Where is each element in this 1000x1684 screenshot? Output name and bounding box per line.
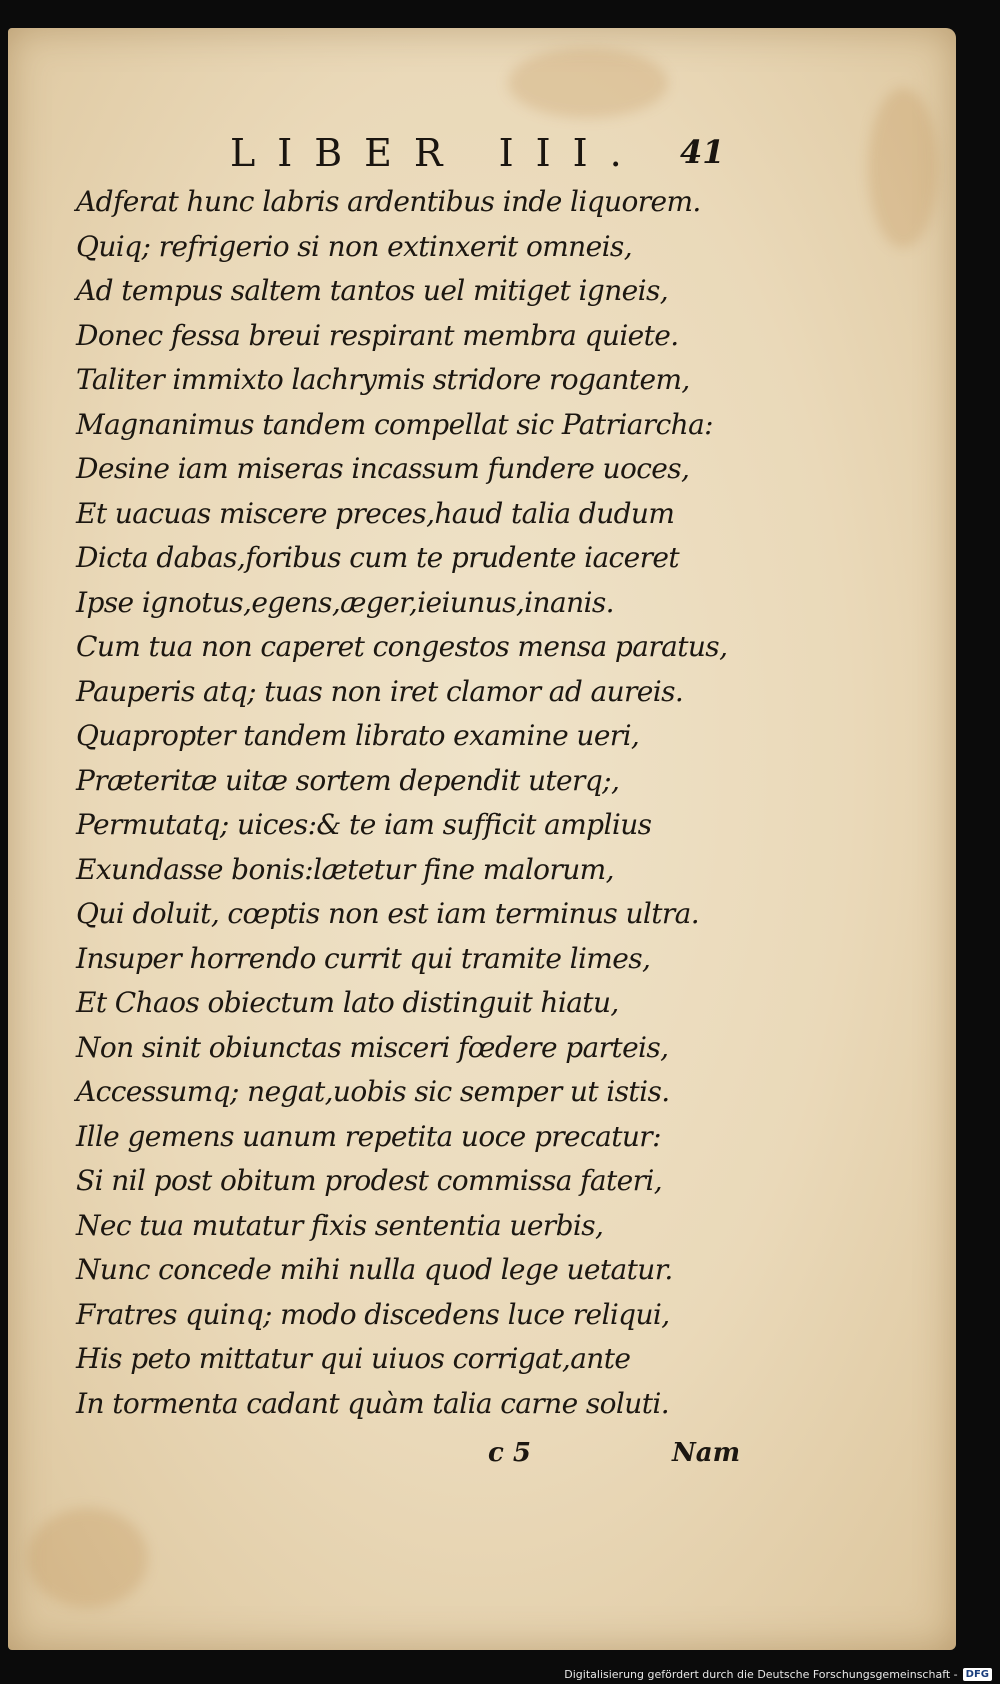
verse-line: Non sinit obiunctas misceri fœdere parteis, xyxy=(76,1030,669,1064)
book-page xyxy=(8,28,956,1650)
catchword: Nam xyxy=(672,1438,741,1468)
verse-line: Ille gemens uanum repetita uoce precatur: xyxy=(76,1119,661,1153)
verse-line: Et uacuas miscere preces,haud talia dudum xyxy=(76,496,675,530)
verse-line: Adferat hunc labris ardentibus inde liquorem. xyxy=(76,185,701,218)
verse-line: Dicta dabas,foribus cum te prudente iaceret xyxy=(76,541,680,574)
running-title: LIBER III. xyxy=(230,131,644,175)
verse-line: Pauperis atq; tuas non iret clamor ad aureis. xyxy=(76,674,684,708)
verse-line: Si nil post obitum prodest commissa fateri, xyxy=(76,1164,663,1197)
verse-line: Taliter immixto lachrymis stridore rogantem, xyxy=(76,363,690,396)
verse-line: Ad tempus saltem tantos uel mitiget igneis, xyxy=(76,274,669,307)
page-header xyxy=(8,131,956,181)
verse-line: Qui doluit, cœptis non est iam terminus ultra. xyxy=(76,897,700,930)
verse-line: Quiq; refrigerio si non extinxerit omneis, xyxy=(76,229,632,263)
verse-list xyxy=(76,180,776,1426)
verse-line: Donec fessa breui respirant membra quiete. xyxy=(76,318,679,352)
digitization-credit xyxy=(564,1668,992,1681)
dfg-logo-icon: DFG xyxy=(963,1668,992,1681)
verse-line: Permutatq; uices:& te iam sufficit amplius xyxy=(76,808,652,841)
verse-line: In tormenta cadant quàm talia carne soluti. xyxy=(76,1386,670,1420)
verse-line: His peto mittatur qui uiuos corrigat,ante xyxy=(76,1342,631,1375)
verse-line: Accessumq; negat,uobis sic semper ut istis. xyxy=(76,1075,670,1108)
signature-mark: c 5 xyxy=(488,1438,531,1468)
verse-line: Nunc concede mihi nulla quod lege uetatur. xyxy=(76,1253,673,1286)
verse-line: Fratres quinq; modo discedens luce reliqui, xyxy=(76,1297,670,1331)
credit-text: Digitalisierung gefördert durch die Deutsche Forschungsgemeinschaft - xyxy=(564,1668,958,1681)
verse-line: Magnanimus tandem compellat sic Patriarcha: xyxy=(76,407,714,441)
verse-line: Exundasse bonis:lætetur fine malorum, xyxy=(76,852,614,886)
verse-line: Et Chaos obiectum lato distinguit hiatu, xyxy=(76,986,619,1019)
verse-line: Ipse ignotus,egens,æger,ieiunus,inanis. xyxy=(76,585,614,619)
verse-line: Nec tua mutatur fixis sententia uerbis, xyxy=(76,1208,604,1242)
paper-stain xyxy=(508,48,668,118)
folio-number: 41 xyxy=(680,133,725,171)
verse-line: Desine iam miseras incassum fundere uoces, xyxy=(76,452,690,485)
verse-line: Insuper horrendo currit qui tramite limes, xyxy=(76,941,651,975)
verse-line: Præteritæ uitæ sortem dependit uterq;, xyxy=(76,763,620,797)
verse-line: Cum tua non caperet congestos mensa paratus, xyxy=(76,630,728,663)
verse-line: Quapropter tandem librato examine ueri, xyxy=(76,719,640,752)
paper-stain xyxy=(28,1508,148,1608)
